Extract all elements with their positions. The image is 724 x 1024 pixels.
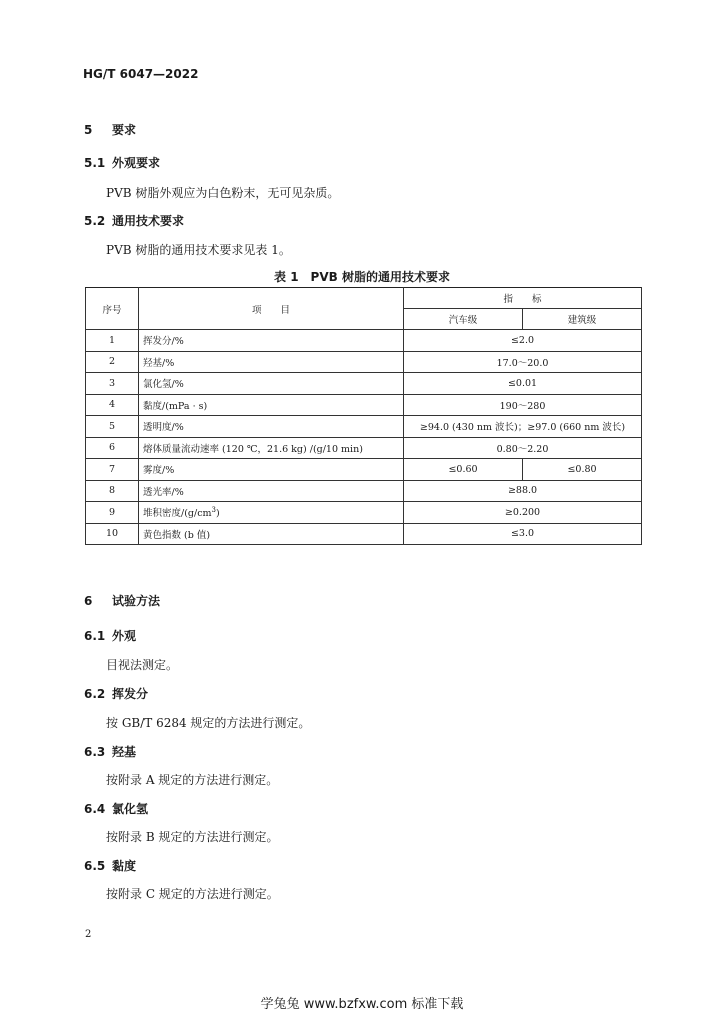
- section-6-1-text: 目视法测定。: [106, 658, 179, 672]
- table-row: [86, 351, 642, 373]
- section-title: 黏度: [112, 859, 137, 873]
- download-footer: 学兔兔 www.bzfxw.com 标准下载: [260, 997, 464, 1012]
- row-value: ≤2.0: [404, 330, 642, 352]
- section-6-5-heading: [84, 857, 136, 874]
- header-auto-grade: 汽车级: [404, 309, 523, 330]
- section-6-3-heading: [84, 743, 136, 760]
- row-value: ≥94.0 (430 nm 波长)；≥97.0 (660 nm 波长): [404, 416, 642, 438]
- section-5-2-text: PVB 树脂的通用技术要求见表 1。: [106, 243, 291, 257]
- section-number: 6.1: [84, 629, 106, 643]
- superscript: 3: [211, 506, 216, 515]
- spec-table: [85, 287, 642, 545]
- section-6-5-text: 按附录 C 规定的方法进行测定。: [106, 887, 279, 901]
- row-item: 透明度/%: [139, 416, 404, 438]
- section-5-heading: [84, 121, 136, 138]
- table-row: [86, 523, 642, 545]
- section-number: 6.4: [84, 802, 106, 816]
- section-number: 6.5: [84, 859, 106, 873]
- section-title: 要求: [112, 123, 137, 137]
- section-6-4-heading: [84, 800, 148, 817]
- section-number: 5: [84, 123, 93, 137]
- table-row: [86, 394, 642, 416]
- row-no: 1: [86, 330, 139, 352]
- section-6-3-text: 按附录 A 规定的方法进行测定。: [106, 773, 279, 787]
- row-no: 2: [86, 351, 139, 373]
- table-row: [86, 437, 642, 459]
- section-6-4-text: 按附录 B 规定的方法进行测定。: [106, 830, 279, 844]
- section-5-1-text: PVB 树脂外观应为白色粉末，无可见杂质。: [106, 186, 340, 200]
- section-6-2-heading: [84, 685, 148, 702]
- table-row: [86, 459, 642, 481]
- row-item: 羟基/%: [139, 351, 404, 373]
- section-title: 试验方法: [112, 594, 161, 608]
- row-item: 透光率/%: [139, 480, 404, 502]
- section-number: 6: [84, 594, 93, 608]
- section-6-heading: [84, 592, 160, 609]
- row-no: 8: [86, 480, 139, 502]
- section-title: 挥发分: [112, 687, 149, 701]
- row-item-text-end: ): [216, 508, 220, 520]
- row-item: 黏度/(mPa · s): [139, 394, 404, 416]
- row-no: 9: [86, 502, 139, 524]
- table-row: [86, 416, 642, 438]
- table-row: [86, 330, 642, 352]
- row-value: ≤0.01: [404, 373, 642, 395]
- row-item: 氯化氢/%: [139, 373, 404, 395]
- row-item: 挥发分/%: [139, 330, 404, 352]
- header-item: 项 目: [139, 288, 404, 330]
- row-value: 0.80～2.20: [404, 437, 642, 459]
- section-title: 外观: [112, 629, 137, 643]
- section-number: 6.3: [84, 745, 106, 759]
- section-title: 氯化氢: [112, 802, 149, 816]
- row-value-auto: ≤0.60: [404, 459, 523, 481]
- row-value: ≥0.200: [404, 502, 642, 524]
- page-number: 2: [85, 929, 92, 940]
- section-5-2-heading: [84, 212, 184, 229]
- section-5-1-heading: [84, 154, 160, 171]
- table-row: [86, 480, 642, 502]
- section-6-1-heading: [84, 627, 136, 644]
- row-value: 17.0～20.0: [404, 351, 642, 373]
- section-title: 外观要求: [112, 156, 161, 170]
- row-value: 190～280: [404, 394, 642, 416]
- table-header-row: [86, 288, 642, 309]
- row-no: 3: [86, 373, 139, 395]
- table-caption: 表 1 PVB 树脂的通用技术要求: [274, 270, 450, 284]
- row-no: 10: [86, 523, 139, 545]
- section-6-2-text: 按 GB/T 6284 规定的方法进行测定。: [106, 716, 311, 730]
- table-row: [86, 373, 642, 395]
- row-item: 黄色指数 (b 值): [139, 523, 404, 545]
- row-value-building: ≤0.80: [523, 459, 642, 481]
- header-index: 指 标: [404, 288, 642, 309]
- row-value: ≥88.0: [404, 480, 642, 502]
- standard-code-header: HG/T 6047—2022: [83, 67, 199, 81]
- row-no: 5: [86, 416, 139, 438]
- section-title: 羟基: [112, 745, 137, 759]
- section-title: 通用技术要求: [112, 214, 185, 228]
- header-no: 序号: [86, 288, 139, 330]
- row-no: 6: [86, 437, 139, 459]
- row-value: ≤3.0: [404, 523, 642, 545]
- section-number: 5.1: [84, 156, 106, 170]
- row-no: 7: [86, 459, 139, 481]
- row-item: 熔体质量流动速率 (120 ℃，21.6 kg) /(g/10 min): [139, 437, 404, 459]
- section-number: 6.2: [84, 687, 106, 701]
- table-row: [86, 502, 642, 524]
- row-item: [139, 502, 404, 524]
- row-no: 4: [86, 394, 139, 416]
- row-item-text: 堆积密度/(g/cm: [143, 508, 212, 520]
- row-item: 雾度/%: [139, 459, 404, 481]
- section-number: 5.2: [84, 214, 106, 228]
- header-building-grade: 建筑级: [523, 309, 642, 330]
